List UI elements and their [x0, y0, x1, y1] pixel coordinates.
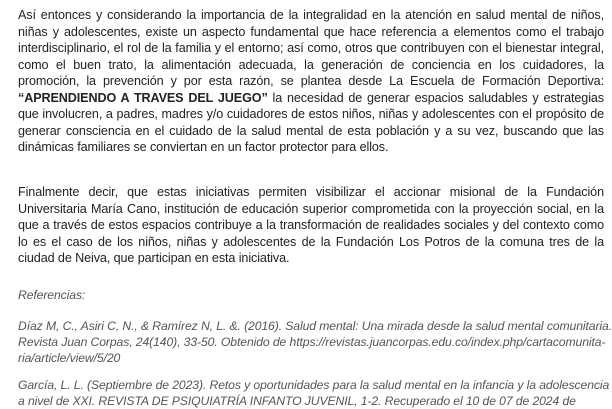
references-heading: Referencias: — [18, 288, 86, 302]
reference-2-line-1: García, L. L. (Septiembre de 2023). Retos y oportunidades para la salud mental en la infancia y la adolescencia — [18, 378, 610, 392]
paragraph-1-text: Así entonces y considerando la importancia de la integralidad en la atención en salud mental de niños, niñas y adolescentes, existe un aspecto fundamental que hace referencia a elementos como el trabajo interdisciplinario, el rol de la familia y el entorno; así como, otros que contribuyen con el bienestar integral, como el buen trato, la alimentación adecuada, la generación de conciencia en los cuidadores, la promoción, la prevención y por esta razón, se plantea desde La Escuela de Formación Deportiva: — [18, 8, 604, 88]
body-paragraph-1 — [18, 7, 604, 156]
reference-entry-2 — [18, 377, 608, 409]
reference-1-line-3: ria/article/view/5/20 — [18, 351, 121, 365]
reference-1-line-1: Díaz M, C., Asiri C, N., & Ramírez N, L. &. (2016). Salud mental: Una mirada desde la salud mental comunitaria. — [18, 319, 612, 333]
reference-2-line-2: a nivel de XXI. REVISTA DE PSIQUIATRÍA INFANTO JUVENIL, 1-2. Recuperado el 10 de 07 de 2024 de — [18, 394, 576, 408]
paragraph-1-continuation: la necesidad de generar espacios saludables y estrategias que involucren, a padres, madres y/o cuidadores de estos niños, niñas y adolescentes con el propósito de generar consciencia en el cuidado de la salud mental de esta población y a su vez, buscando que las dinámicas familiares se conviertan en un factor protector para ellos. — [18, 90, 604, 154]
reference-1-line-2: Revista Juan Corpas, 24(140), 33-50. Obtenido de https://revistas.juancorpas.edu.co/index.php/cartacomunita- — [18, 335, 606, 349]
reference-entry-1 — [18, 318, 612, 366]
program-name-bold: “APRENDIENDO A TRAVES DEL JUEGO” — [18, 90, 268, 105]
body-paragraph-2: Finalmente decir, que estas iniciativas permiten visibilizar el accionar misional de la Fundación Universitaria María Cano, institución de educación superior comprometida con la proyección social, en la que a través de estos espacios contribuye a la transformación de realidades sociales y del contexto como lo es el caso de los niños, niñas y adolescentes de la Fundación Los Potros de la comuna tres de la ciudad de Neiva, que participan en esta iniciativa. — [18, 185, 604, 265]
